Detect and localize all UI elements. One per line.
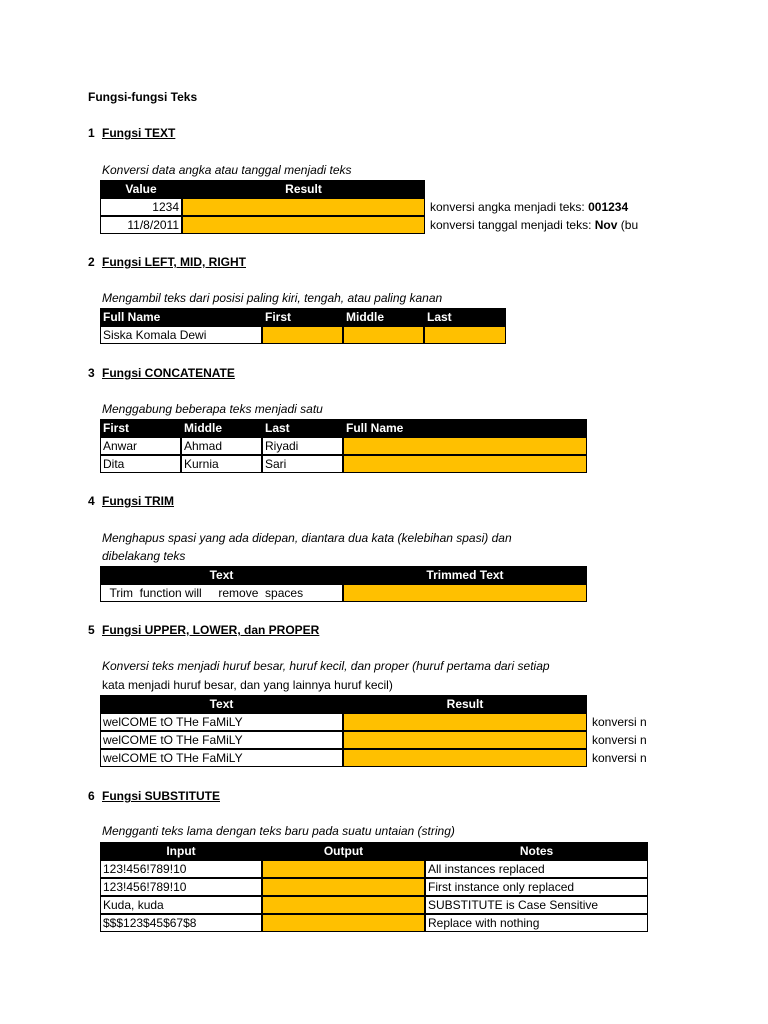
result-cell[interactable] — [262, 914, 425, 932]
section-5-description-line-1: Konversi teks menjadi huruf besar, huruf kecil, dan proper (huruf pertama dari setiap — [102, 659, 550, 673]
table-header: Last — [424, 308, 506, 326]
table-cell: Replace with nothing — [425, 914, 648, 932]
table-cell: 11/8/2011 — [100, 216, 182, 234]
table-cell: Anwar — [100, 437, 181, 455]
table-header: Last — [262, 419, 343, 437]
section-1-heading: 1 Fungsi TEXT — [88, 126, 176, 140]
section-2-description: Mengambil teks dari posisi paling kiri, tengah, atau paling kanan — [102, 291, 443, 305]
result-cell[interactable] — [343, 437, 587, 455]
table-header: Middle — [343, 308, 424, 326]
table-cell: Kuda, kuda — [100, 896, 262, 914]
table-header: Result — [182, 180, 425, 198]
table-cell: welCOME tO THe FaMiLY — [100, 731, 343, 749]
result-cell[interactable] — [262, 326, 343, 344]
table-header: Trimmed Text — [343, 566, 587, 584]
section-2-heading: 2 Fungsi LEFT, MID, RIGHT — [88, 255, 246, 269]
table-cell: 123!456!789!10 — [100, 878, 262, 896]
result-cell[interactable] — [182, 216, 425, 234]
section-3-heading: 3 Fungsi CONCATENATE — [88, 366, 235, 380]
table-cell: 1234 — [100, 198, 182, 216]
result-cell[interactable] — [343, 455, 587, 473]
table-header: Full Name — [100, 308, 262, 326]
table-cell: Sari — [262, 455, 343, 473]
section-6-description: Mengganti teks lama dengan teks baru pada suatu untaian (string) — [102, 824, 455, 838]
table-cell: All instances replaced — [425, 860, 648, 878]
section-1-note: konversi tanggal menjadi teks: Nov (bu — [430, 218, 639, 232]
section-4-description-line-1: Menghapus spasi yang ada didepan, diantara dua kata (kelebihan spasi) dan — [102, 531, 512, 545]
table-header: Text — [100, 566, 343, 584]
table-header: Full Name — [343, 419, 587, 437]
table-cell: $$$123$45$67$8 — [100, 914, 262, 932]
section-4-heading: 4 Fungsi TRIM — [88, 494, 174, 508]
section-5-note: konversi n — [592, 751, 647, 765]
section-6-heading: 6 Fungsi SUBSTITUTE — [88, 789, 220, 803]
result-cell[interactable] — [424, 326, 506, 344]
table-header: Input — [100, 842, 262, 860]
section-5-description-line-2: kata menjadi huruf besar, dan yang lainnya huruf kecil) — [102, 678, 393, 692]
table-cell: SUBSTITUTE is Case Sensitive — [425, 896, 648, 914]
result-cell[interactable] — [343, 731, 587, 749]
table-cell: First instance only replaced — [425, 878, 648, 896]
result-cell[interactable] — [182, 198, 425, 216]
result-cell[interactable] — [343, 713, 587, 731]
section-5-heading: 5 Fungsi UPPER, LOWER, dan PROPER — [88, 623, 320, 637]
section-5-note: konversi n — [592, 733, 647, 747]
page-title: Fungsi-fungsi Teks — [88, 90, 198, 104]
table-cell: Ahmad — [181, 437, 262, 455]
section-4-description-line-2: dibelakang teks — [102, 549, 186, 563]
result-cell[interactable] — [343, 326, 424, 344]
section-1-description: Konversi data angka atau tanggal menjadi teks — [102, 163, 352, 177]
table-header: Text — [100, 695, 343, 713]
table-header: Middle — [181, 419, 262, 437]
section-5-note: konversi n — [592, 715, 647, 729]
section-3-description: Menggabung beberapa teks menjadi satu — [102, 402, 323, 416]
result-cell[interactable] — [262, 860, 425, 878]
table-header: Output — [262, 842, 425, 860]
section-1-note: konversi angka menjadi teks: 001234 — [430, 200, 629, 214]
table-cell: welCOME tO THe FaMiLY — [100, 713, 343, 731]
table-header: First — [100, 419, 181, 437]
table-cell: Siska Komala Dewi — [100, 326, 262, 344]
result-cell[interactable] — [262, 896, 425, 914]
table-header: Result — [343, 695, 587, 713]
table-header: First — [262, 308, 343, 326]
table-header: Value — [100, 180, 182, 198]
table-header: Notes — [425, 842, 648, 860]
result-cell[interactable] — [343, 749, 587, 767]
table-cell: welCOME tO THe FaMiLY — [100, 749, 343, 767]
table-cell: Trim function will remove spaces — [100, 584, 343, 602]
table-cell: Dita — [100, 455, 181, 473]
table-cell: Kurnia — [181, 455, 262, 473]
table-cell: 123!456!789!10 — [100, 860, 262, 878]
table-cell: Riyadi — [262, 437, 343, 455]
result-cell[interactable] — [262, 878, 425, 896]
result-cell[interactable] — [343, 584, 587, 602]
